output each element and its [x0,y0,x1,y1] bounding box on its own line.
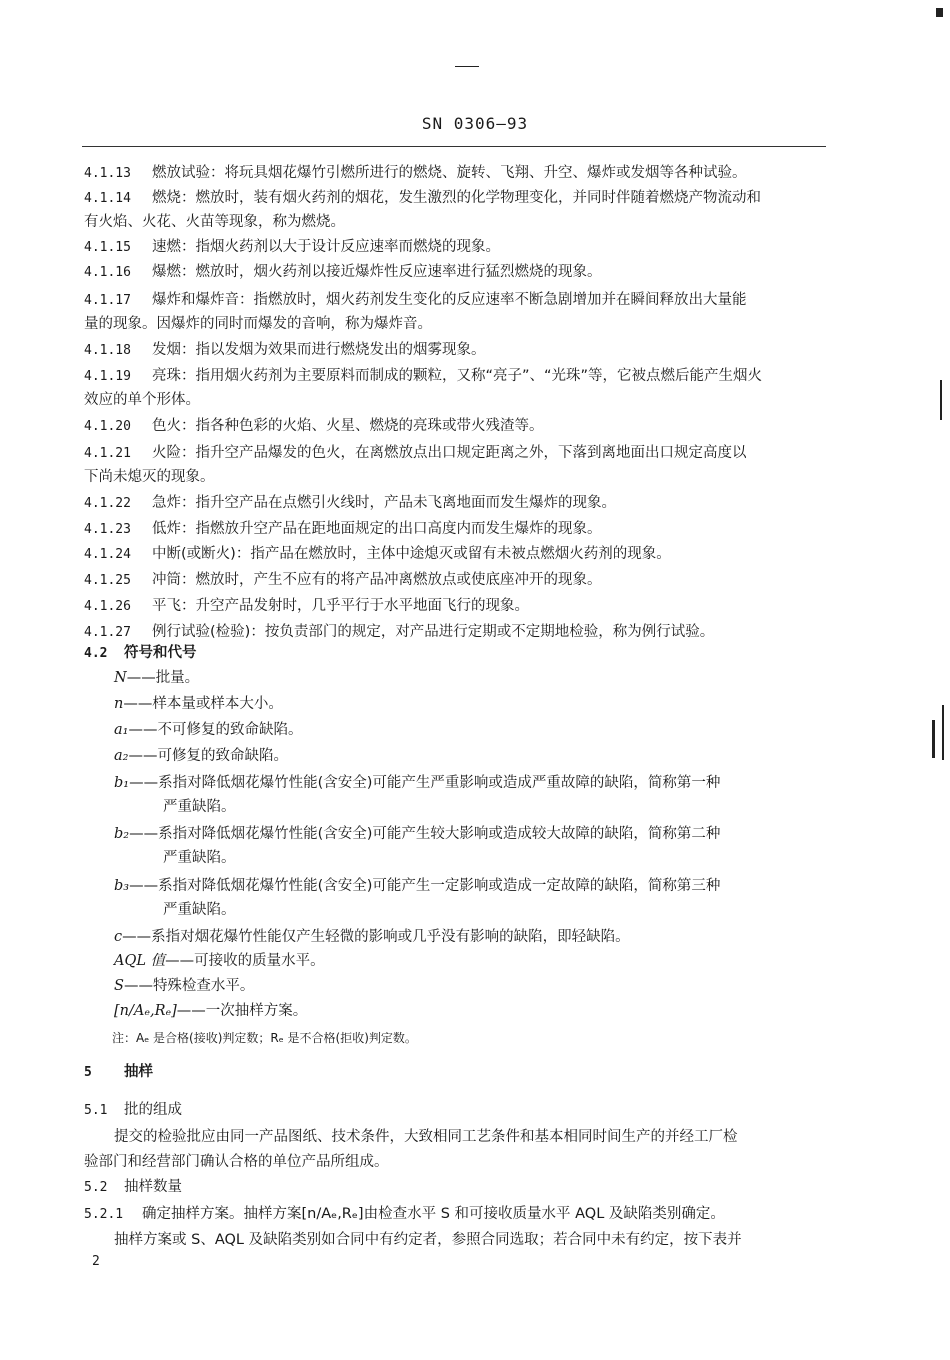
symbol-continuation: 严重缺陷。 [163,850,236,866]
symbol-continuation: 严重缺陷。 [163,902,236,918]
clause-4-1-14: 4.1.14 燃烧：燃放时，装有烟火药剂的烟花，发生激烈的化学物理变化，并同时伴随着燃烧产物流动和 [84,190,761,206]
section-5-2-1-para: 抽样方案或 S、AQL 及缺陷类别如合同中有约定者，参照合同选取；若合同中未有约定，按下表并 [114,1232,742,1248]
clause-4-1-26: 4.1.26 平飞：升空产品发射时，几乎平行于水平地面飞行的现象。 [84,598,529,614]
clause-continuation: 下尚未熄灭的现象。 [84,469,215,485]
symbol-meaning: ——可接收的质量水平。 [165,953,325,969]
symbol-meaning: ——样本量或样本大小。 [123,696,283,712]
scan-artifact [455,66,479,67]
symbol-meaning: ——系指对降低烟花爆竹性能(含安全)可能产生较大影响或造成较大故障的缺陷，简称第二种 [129,826,721,842]
symbol-meaning: ——系指对降低烟花爆竹性能(含安全)可能产生一定影响或造成一定故障的缺陷，简称第三种 [129,878,721,894]
symbol-definition [114,720,302,740]
clause-continuation: 量的现象。因爆炸的同时而爆发的音响，称为爆炸音。 [84,316,432,332]
clause-4-1-27: 4.1.27 例行试验(检验)：按负责部门的规定，对产品进行定期或不定期地检验，称为例行试验。 [84,624,715,640]
symbol-term: AQL 值 [114,953,166,969]
symbol-meaning: ——一次抽样方案。 [176,1003,308,1019]
section-5-2-1-line: 5.2.1 确定抽样方案。抽样方案[n/Aₑ,Rₑ]由检查水平 S 和可接收质量水平 AQL 及缺陷类别确定。 [84,1206,725,1222]
section-5-1-heading: 5.1 批的组成 [84,1102,182,1118]
clause-4-1-23: 4.1.23 低炸：指燃放升空产品在距地面规定的出口高度内而发生爆炸的现象。 [84,521,602,537]
clause-4-1-16: 4.1.16 爆燃：燃放时，烟火药剂以接近爆炸性反应速率进行猛烈燃烧的现象。 [84,264,602,280]
symbol-term: b₃ [114,878,130,894]
symbol-continuation: 严重缺陷。 [163,799,236,815]
page-number: 2 [92,1254,100,1269]
symbol-definition [114,927,630,947]
clause-continuation: 效应的单个形体。 [84,392,200,408]
clause-4-1-13: 4.1.13 燃放试验：将玩具烟花爆竹引燃所进行的燃烧、旋转、飞翔、升空、爆炸或发烟等各种试验。 [84,165,747,181]
symbol-term: b₁ [114,775,130,791]
clause-continuation: 有火焰、火花、火苗等现象，称为燃烧。 [84,214,345,230]
section-5-heading: 5 抽样 [84,1064,153,1080]
section-4-2-heading: 4.2 符号和代号 [84,645,197,661]
symbol-definition [114,694,283,714]
clause-4-1-21: 4.1.21 火险：指升空产品爆发的色火，在离燃放点出口规定距离之外，下落到离地面出口规定高度以 [84,445,747,461]
section-5-2-heading: 5.2 抽样数量 [84,1179,182,1195]
symbol-meaning: ——系指对降低烟花爆竹性能(含安全)可能产生严重影响或造成严重故障的缺陷，简称第一种 [129,775,721,791]
symbol-definition [114,773,720,793]
clause-4-1-24: 4.1.24 中断(或断火)：指产品在燃放时，主体中途熄灭或留有未被点燃烟火药剂的现象。 [84,546,671,562]
symbol-definition [114,824,720,844]
symbol-meaning: ——可修复的致命缺陷。 [128,748,288,764]
scan-artifact [940,380,942,420]
symbol-meaning: ——不可修复的致命缺陷。 [128,722,303,738]
symbol-term: n [114,696,124,712]
scan-artifact [932,720,935,758]
standard-code-header: SN 0306—93 [421,114,529,133]
header-rule [82,146,826,147]
clause-4-1-20: 4.1.20 色火：指各种色彩的火焰、火星、燃烧的亮珠或带火残渣等。 [84,418,544,434]
symbol-definition [114,951,325,971]
clause-4-1-17: 4.1.17 爆炸和爆炸音：指燃放时，烟火药剂发生变化的反应速率不断急剧增加并在瞬间释放出大量能 [84,292,747,308]
symbol-term: b₂ [114,826,130,842]
clause-4-1-15: 4.1.15 速燃：指烟火药剂以大于设计反应速率而燃烧的现象。 [84,239,500,255]
symbol-term: [n/Aₑ,Rₑ] [114,1003,177,1019]
symbol-note: 注：Aₑ 是合格(接收)判定数；Rₑ 是不合格(拒收)判定数。 [112,1031,417,1045]
symbol-definition [114,976,254,996]
section-5-1-para-line2: 验部门和经营部门确认合格的单位产品所组成。 [84,1154,389,1170]
clause-4-1-19: 4.1.19 亮珠：指用烟火药剂为主要原料而制成的颗粒，又称“亮子”、“光珠”等，它被点燃后能产生烟火 [84,368,763,384]
symbol-meaning: ——特殊检查水平。 [123,978,255,994]
symbol-term: a₁ [114,722,129,738]
symbol-term: c [114,929,123,945]
symbol-definition [114,746,288,766]
clause-4-1-22: 4.1.22 急炸：指升空产品在点燃引火线时，产品未飞离地面而发生爆炸的现象。 [84,495,616,511]
scan-artifact [936,8,943,17]
symbol-term: N [114,670,127,686]
symbol-meaning: ——批量。 [126,670,200,686]
section-5-1-para-line1: 提交的检验批应由同一产品图纸、技术条件，大致相同工艺条件和基本相同时间生产的并经工厂检 [114,1129,738,1145]
scan-artifact [942,705,944,760]
symbol-definition [114,1001,307,1021]
symbol-definition [114,876,720,896]
symbol-term: S [114,978,124,994]
clause-4-1-25: 4.1.25 冲筒：燃放时，产生不应有的将产品冲离燃放点或使底座冲开的现象。 [84,572,602,588]
symbol-definition [114,668,199,688]
clause-4-1-18: 4.1.18 发烟：指以发烟为效果而进行燃烧发出的烟雾现象。 [84,342,486,358]
symbol-meaning: ——系指对烟花爆竹性能仅产生轻微的影响或几乎没有影响的缺陷，即轻缺陷。 [122,929,630,945]
symbol-term: a₂ [114,748,129,764]
